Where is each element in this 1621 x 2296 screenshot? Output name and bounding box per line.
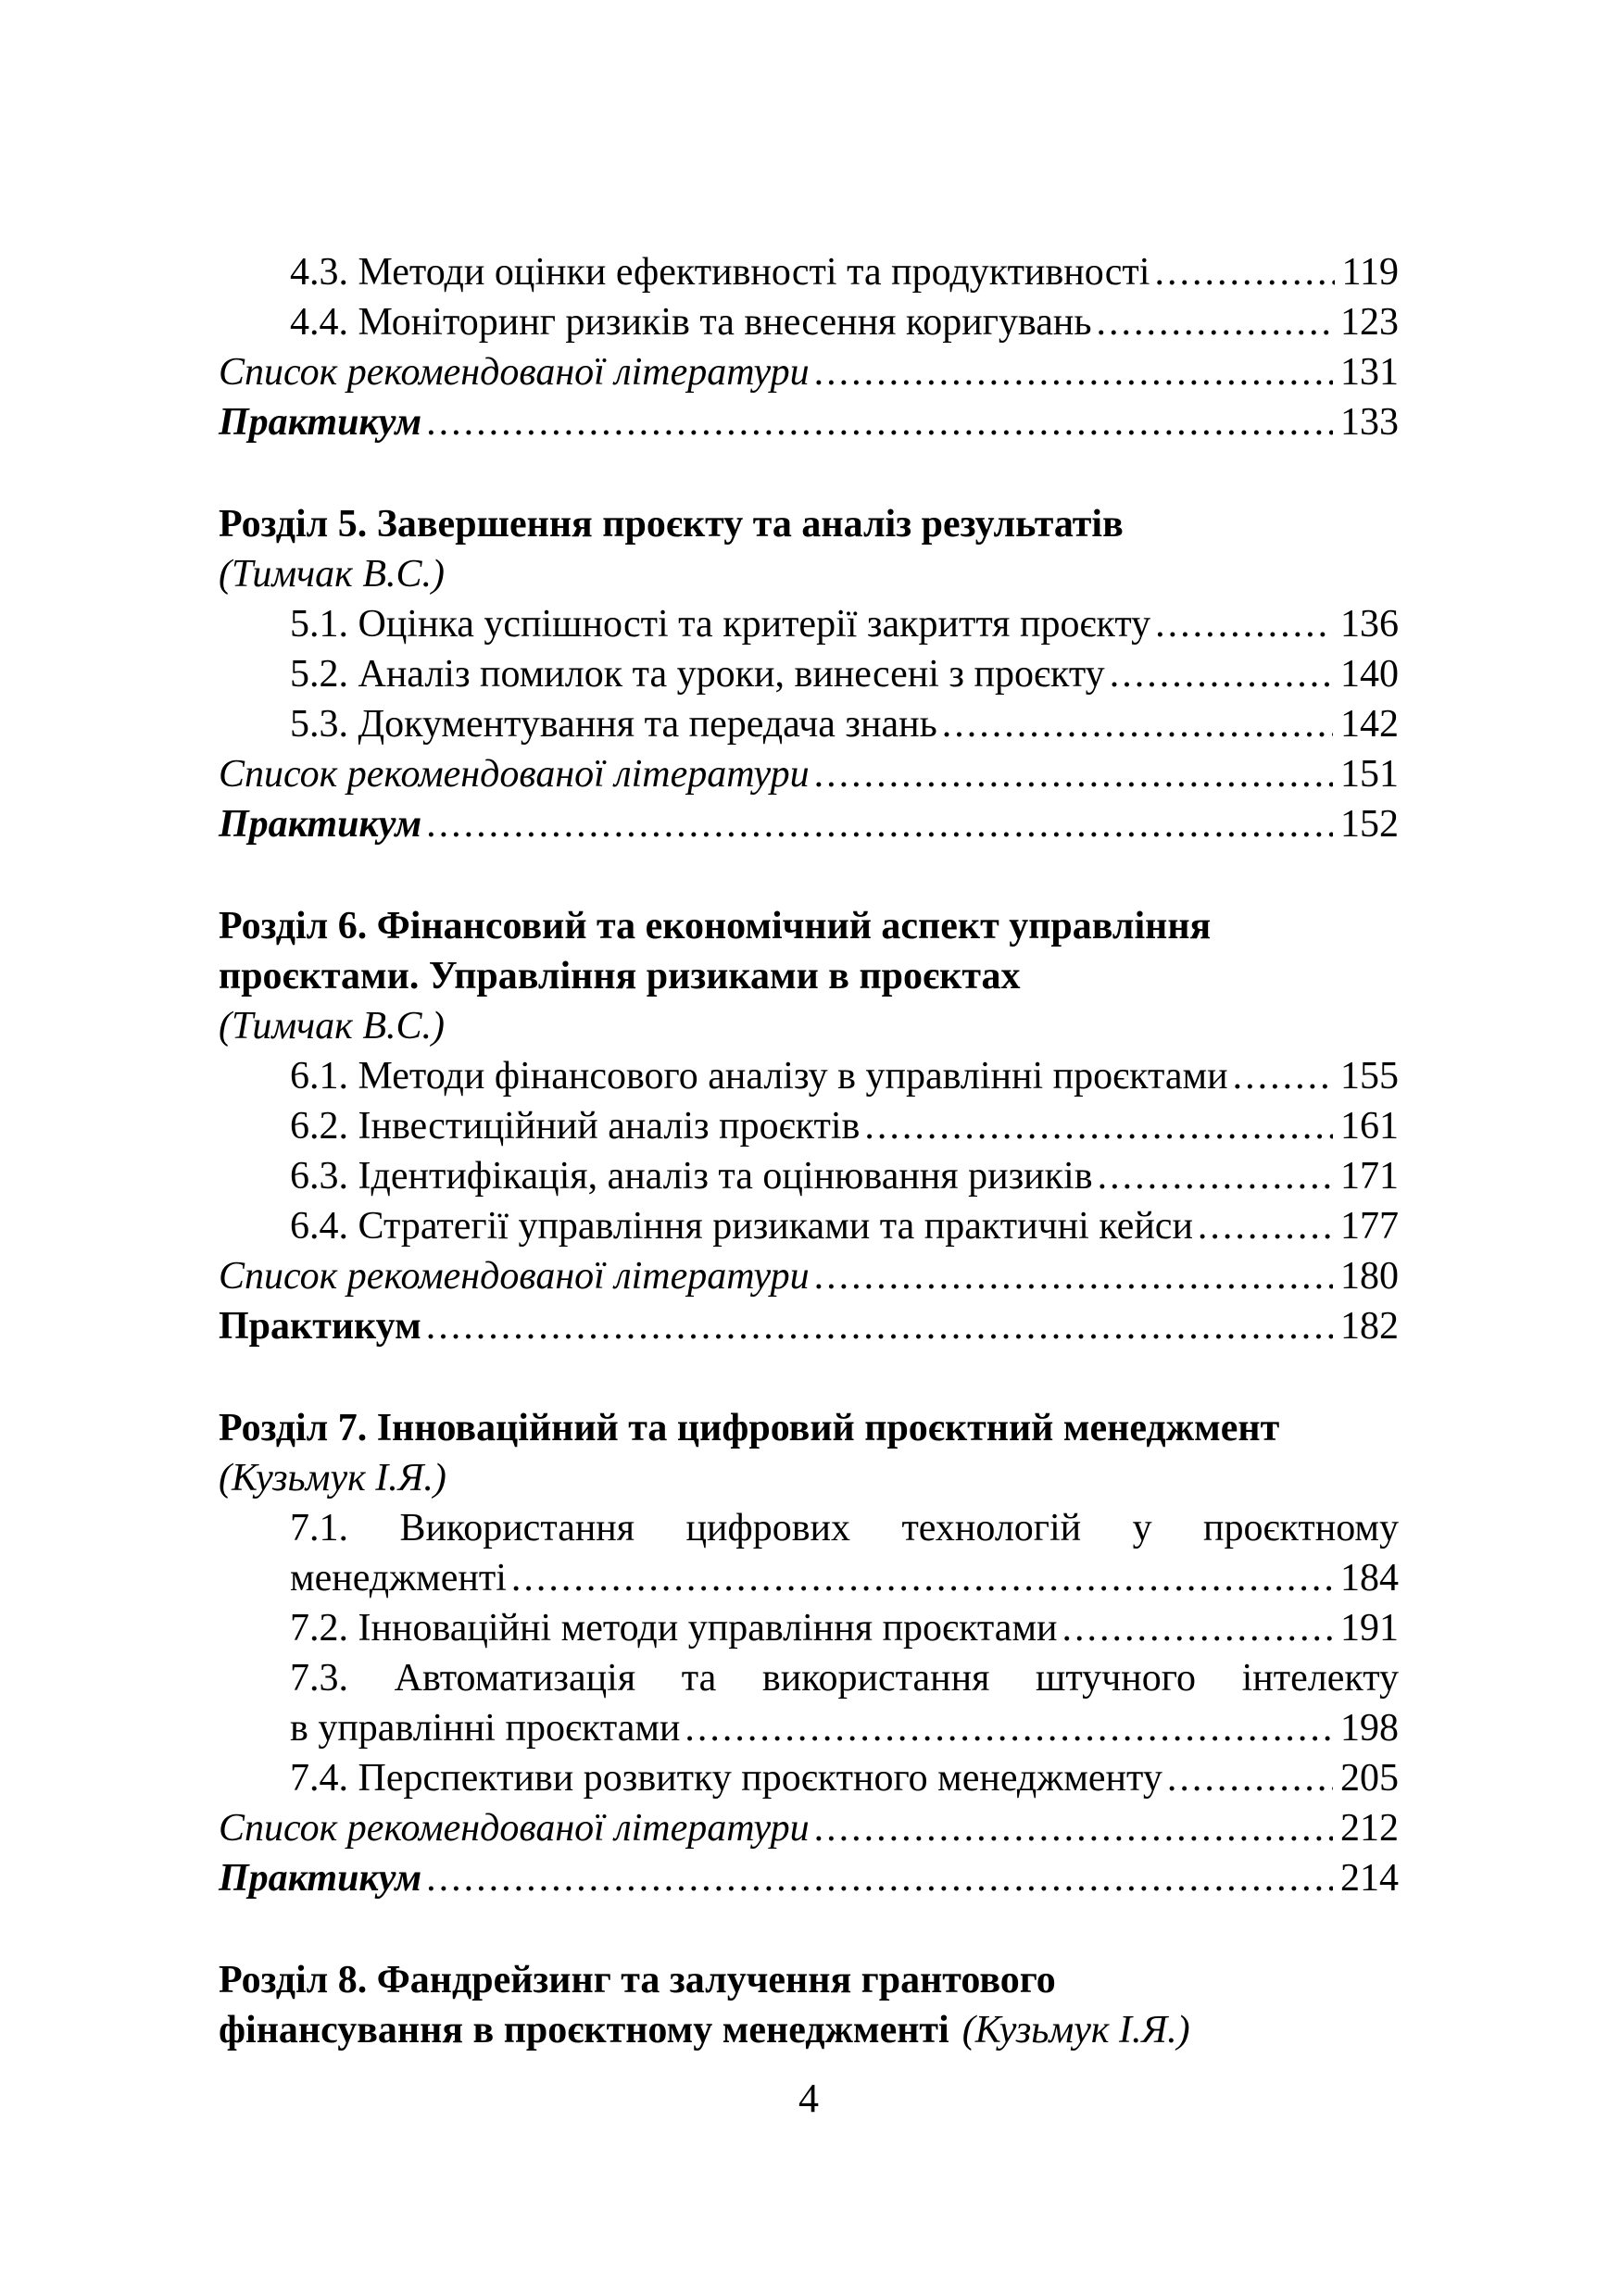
page-ref: 191 — [1340, 1607, 1399, 1650]
toc-entry — [219, 1151, 1399, 1201]
dot-leader — [426, 1853, 1333, 1903]
dot-leader — [1155, 599, 1333, 649]
section-heading-line2: проєктами. Управління ризиками в проєктах — [219, 955, 1021, 997]
page-ref: 136 — [1340, 603, 1399, 646]
dot-leader — [1110, 649, 1333, 699]
toc-literature-entry — [219, 347, 1399, 397]
section-heading: Розділ 5. Завершення проєкту та аналіз результатів — [219, 503, 1124, 546]
toc-entry-title: 6.1. Методи фінансового аналізу в управлінні проєктами — [290, 1055, 1228, 1098]
toc-entry-title: 5.2. Аналіз помилок та уроки, винесені з проєкту — [290, 653, 1105, 696]
page-ref: 177 — [1340, 1205, 1399, 1248]
toc-entry-title: 7.4. Перспективи розвитку проєктного менеджменту — [290, 1757, 1162, 1800]
toc-literature-entry — [219, 1251, 1399, 1301]
dot-leader — [1233, 1051, 1333, 1101]
toc-entry-line1: 7.1. Використання цифрових технологій у проєктному — [290, 1507, 1399, 1549]
toc-entry — [219, 599, 1399, 649]
dot-leader — [1198, 1201, 1333, 1251]
page-ref: 214 — [1340, 1857, 1399, 1900]
toc-section-chapter-4 — [219, 247, 1399, 447]
toc-entry-title: 5.3. Документування та передача знань — [290, 703, 937, 746]
page-ref: 180 — [1340, 1255, 1399, 1298]
page-ref: 212 — [1340, 1807, 1399, 1850]
toc-section-chapter-8 — [219, 1955, 1399, 2055]
toc-entry-continuation — [219, 1703, 1399, 1753]
page-ref: 161 — [1340, 1105, 1399, 1148]
page-ref: 142 — [1340, 703, 1399, 746]
section-heading-line1: Розділ 8. Фандрейзинг та залучення грантового — [219, 1959, 1056, 2001]
dot-leader — [864, 1101, 1333, 1151]
page-ref: 205 — [1340, 1757, 1399, 1800]
section-author: (Тимчак В.С.) — [219, 1005, 445, 1048]
toc-practicum-entry — [219, 397, 1399, 447]
dot-leader — [1096, 297, 1333, 347]
page-ref: 198 — [1340, 1707, 1399, 1750]
page-ref: 184 — [1340, 1557, 1399, 1600]
page-ref: 182 — [1340, 1305, 1399, 1348]
dot-leader — [814, 1803, 1333, 1853]
toc-entry-title: 7.2. Інноваційні методи управління проєктами — [290, 1607, 1058, 1650]
toc-entry-title: Список рекомендованої літератури — [219, 351, 810, 394]
dot-leader — [942, 699, 1333, 749]
dot-leader — [511, 1553, 1333, 1603]
toc-entry — [219, 297, 1399, 347]
toc-entry-title: менеджменті — [290, 1557, 507, 1600]
toc-entry-title: 4.3. Методи оцінки ефективності та продуктивності — [290, 251, 1150, 294]
page-ref: 155 — [1340, 1055, 1399, 1098]
toc-entry-title: Список рекомендованої літератури — [219, 1807, 810, 1850]
toc-practicum-entry — [219, 799, 1399, 849]
toc-entry — [219, 699, 1399, 749]
dot-leader — [426, 1301, 1333, 1351]
page-ref: 171 — [1340, 1155, 1399, 1198]
toc-entry-title: в управлінні проєктами — [290, 1707, 681, 1750]
toc-entry — [219, 247, 1399, 297]
section-heading-text: фінансування в проєктному менеджменті — [219, 2009, 949, 2051]
toc-section-chapter-5 — [219, 499, 1399, 849]
toc-entry-line1: 7.3. Автоматизація та використання штучного інтелекту — [290, 1657, 1399, 1700]
toc-entry — [219, 1201, 1399, 1251]
toc-entry — [219, 1753, 1399, 1803]
toc-entry-title: 5.1. Оцінка успішності та критерії закриття проєкту — [290, 603, 1151, 646]
page-ref: 151 — [1340, 753, 1399, 796]
toc-entry-title: Практикум — [219, 1857, 422, 1900]
toc-entry-title: 6.4. Стратегії управління ризиками та практичні кейси — [290, 1205, 1193, 1248]
toc-entry — [219, 649, 1399, 699]
toc-section-chapter-6 — [219, 901, 1399, 1351]
toc-entry-title: 4.4. Моніторинг ризиків та внесення коригувань — [290, 301, 1092, 344]
toc-entry-continuation — [219, 1553, 1399, 1603]
page-ref: 152 — [1340, 803, 1399, 846]
toc-entry-title: Список рекомендованої літератури — [219, 753, 810, 796]
section-author: (Тимчак В.С.) — [219, 553, 445, 596]
toc-entry-title: 6.2. Інвестиційний аналіз проєктів — [290, 1105, 861, 1148]
section-heading-line1: Розділ 6. Фінансовий та економічний аспект управління — [219, 905, 1212, 947]
toc-practicum-entry — [219, 1301, 1399, 1351]
section-heading-line2 — [219, 2005, 1399, 2055]
page-ref: 123 — [1340, 301, 1399, 344]
page-ref: 140 — [1340, 653, 1399, 696]
toc-entry — [219, 1603, 1399, 1653]
dot-leader — [1098, 1151, 1333, 1201]
section-heading: Розділ 7. Інноваційний та цифровий проєктний менеджмент — [219, 1407, 1280, 1449]
dot-leader — [685, 1703, 1333, 1753]
dot-leader — [1154, 247, 1334, 297]
toc-entry-title: Практикум — [219, 401, 422, 444]
toc-practicum-entry — [219, 1853, 1399, 1903]
toc-literature-entry — [219, 749, 1399, 799]
section-author: (Кузьмук І.Я.) — [219, 1457, 446, 1499]
toc-section-chapter-7 — [219, 1403, 1399, 1903]
toc-entry-title: Практикум — [219, 1305, 421, 1348]
dot-leader — [1062, 1603, 1334, 1653]
toc-entry-title: Список рекомендованої літератури — [219, 1255, 810, 1298]
page-ref: 131 — [1340, 351, 1399, 394]
toc-entry-title: Практикум — [219, 803, 422, 846]
dot-leader — [426, 397, 1333, 447]
toc-literature-entry — [219, 1803, 1399, 1853]
section-author: (Кузьмук І.Я.) — [961, 2009, 1190, 2051]
dot-leader — [814, 347, 1333, 397]
page-ref: 133 — [1340, 401, 1399, 444]
dot-leader — [814, 1251, 1333, 1301]
page-ref: 119 — [1341, 251, 1399, 294]
toc-entry — [219, 1051, 1399, 1101]
toc-entry-title: 6.3. Ідентифікація, аналіз та оцінювання ризиків — [290, 1155, 1093, 1198]
toc-entry — [219, 1101, 1399, 1151]
dot-leader — [1167, 1753, 1333, 1803]
dot-leader — [814, 749, 1333, 799]
page-number: 4 — [798, 2076, 819, 2121]
dot-leader — [426, 799, 1333, 849]
